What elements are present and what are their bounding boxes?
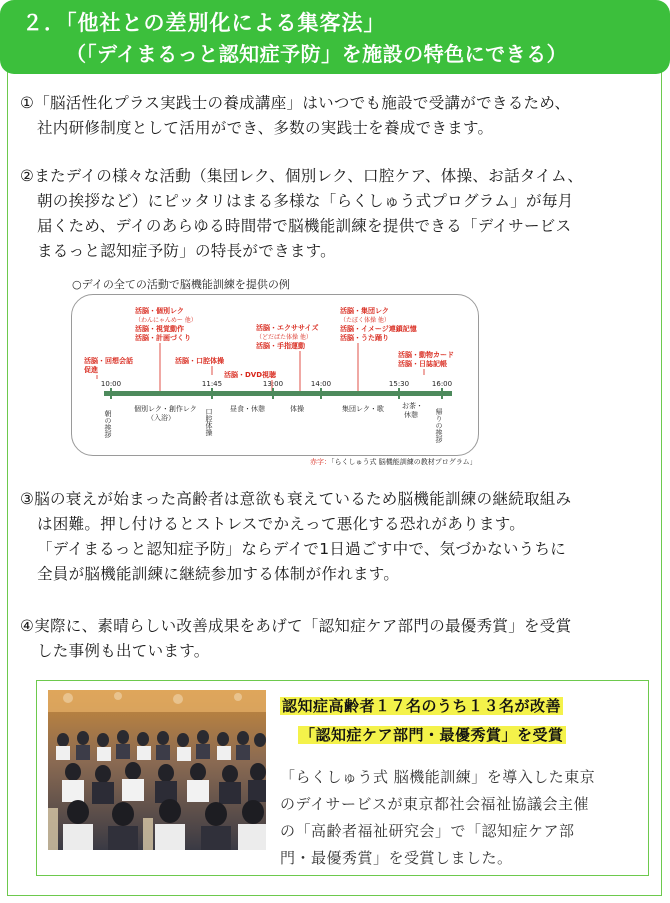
activity-label: 昼食・休憩 [230,405,265,413]
award-headline-1 [280,695,563,716]
award-headline-1-text: 認知症高齢者１７名のうち１３名が改善 [282,697,562,715]
time-label: 14:00 [310,380,332,388]
activity-label: 個別レク・創作レク [134,405,197,413]
activity-label: 休憩 [404,411,418,419]
red-label: 活脳・口腔体操 [175,357,224,365]
red-label: 活脳・回想会話 [84,357,133,365]
award-headline-2 [298,724,566,745]
timeline-tick [272,388,274,399]
diagram-note-text: 「らくしゅう式 脳機能訓練の教材プログラム」 [331,458,477,466]
activity-label: （入浴） [147,414,175,422]
seminar-photo [48,690,266,850]
timeline-tick [320,388,322,399]
diagram-note-prefix: 赤字： [310,458,331,466]
time-label: 11:45 [201,380,223,388]
activity-label: 口腔体操 [205,408,213,436]
award-body-line-2: のデイサービスが東京都社会福祉協議会主催 [280,795,589,813]
point-2-line-3: 届くため、デイのあらゆる時間帯で脳機能訓練を提供できる「デイサービス [37,217,572,235]
point-1-line-1: ①「脳活性化プラス実践士の養成講座」はいつでも施設で受講ができるため、 [20,94,571,112]
point-3-line-3: 「デイまるっと認知症予防」ならデイで1日過ごす中で、気づかないうちに [37,540,567,558]
award-headline-2-text: 「認知症ケア部門・最優秀賞」を受賞 [300,726,564,744]
activity-label: 体操 [290,405,304,413]
point-1-line-2: 社内研修制度として活用ができ、多数の実践士を養成できます。 [37,119,494,137]
award-body-line-4: 門・最優秀賞」を受賞しました。 [280,849,513,867]
section-header [0,0,670,74]
diagram-title: ○デイの全ての活動で脳機能訓練を提供の例 [72,278,290,291]
red-label: 活脳・計画づくり [135,334,191,342]
award-body-line-3: の「高齢者福祉研究会」で「認知症ケア部 [280,822,575,840]
red-label: 活脳・イメージ連鎖記憶 [340,325,417,333]
point-4 [20,614,660,664]
red-label: 活脳・うた踊り [340,334,389,342]
timeline-tick [398,388,400,399]
award-body-line-1: 「らくしゅう式 脳機能訓練」を導入した東京 [280,768,596,786]
time-label: 10:00 [100,380,122,388]
red-label: 活脳・エクササイズ [256,324,319,332]
timeline-tick [441,388,443,399]
timeline-tick [211,388,213,399]
header-subtitle: （「デイまるっと認知症予防」を施設の特色にできる） [66,42,568,66]
time-label: 16:00 [431,380,453,388]
point-3 [20,487,660,587]
point-2-line-4: まるっと認知症予防」の特長ができます。 [37,242,336,260]
activity-label: お茶・ [402,402,423,410]
red-label: 活脳・動物カード [398,351,454,359]
activity-timeline-diagram [71,294,479,456]
red-label: 活脳・個別レク [135,307,184,315]
timeline-tick [110,388,112,399]
header-title: ２．「他社との差別化による集客法」 [22,11,386,35]
time-label: 13:00 [262,380,284,388]
point-2-line-2: 朝の挨拶など）にピッタリはまる多様な「らくしゅう式プログラム」が毎月 [37,192,574,210]
point-4-line-1: ④実際に、素晴らしい改善成果をあげて「認知症ケア部門の最優秀賞」を受賞 [20,617,572,635]
point-3-line-4: 全員が脳機能訓練に継続参加する体制が作れます。 [37,565,400,583]
red-label: （どだばた体操 他） [256,334,312,341]
point-1 [20,91,660,141]
point-3-line-1: ③脳の衰えが始まった高齢者は意欲も衰えているため脳機能訓練の継続取組み [20,490,572,508]
activity-label: 集団レク・歌 [342,405,384,413]
point-3-line-2: は困難。押し付けるとストレスでかえって悪化する恐れがあります。 [37,515,526,533]
red-label: （たぼく体操 他） [340,317,390,324]
point-2 [20,164,660,264]
red-label: 活脳・視覚動作 [135,325,184,333]
red-label: 活脳・日誌記帳 [398,360,447,368]
red-label: （わんにゃんめー 他） [135,317,197,324]
diagram-note [310,457,477,467]
point-2-line-1: ②またデイの様々な活動（集団レク、個別レク、口腔ケア、体操、お話タイム、 [20,167,584,185]
red-label: 活脳・集団レク [340,307,389,315]
point-4-line-2: した事例も出ています。 [37,642,210,660]
red-label: 活脳・手指運動 [256,342,305,350]
activity-label: 朝の挨拶 [104,410,112,438]
red-label: 活脳・DVD視聴 [224,371,277,379]
activity-label: 帰りの挨拶 [435,408,443,443]
red-label: 促進 [84,366,98,374]
time-label: 15:30 [388,380,410,388]
award-body [280,764,640,872]
